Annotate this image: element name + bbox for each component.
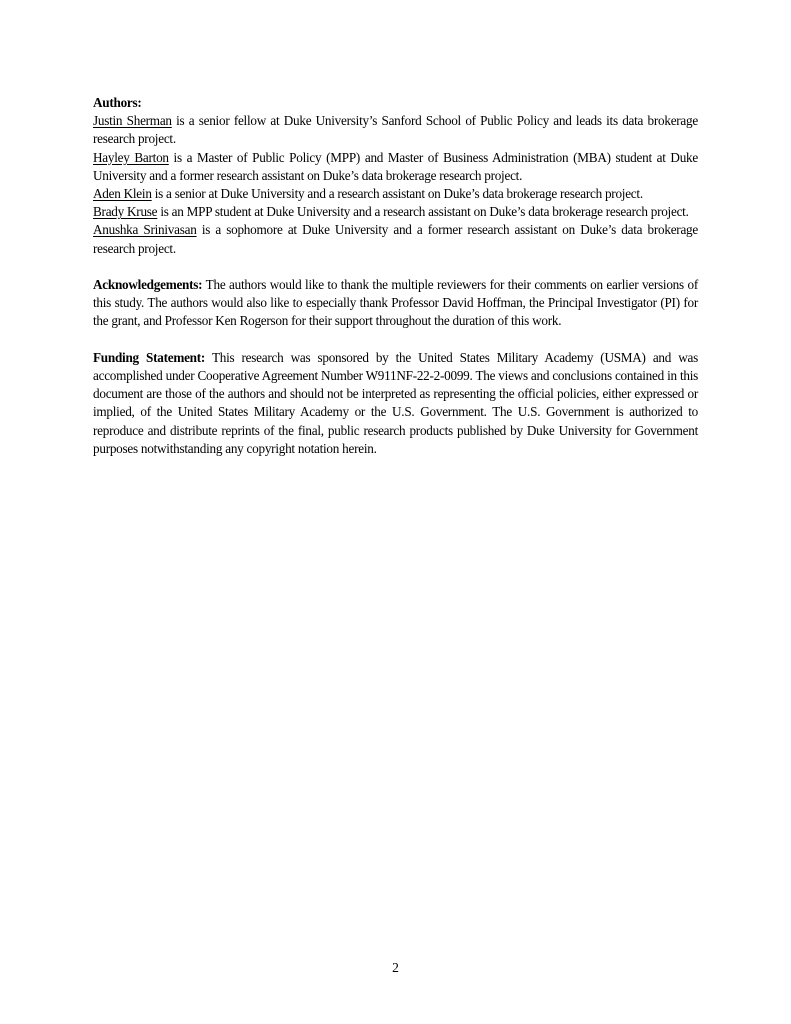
acknowledgements-paragraph [93, 276, 698, 331]
funding-paragraph [93, 349, 698, 458]
author-bio: is a Master of Public Policy (MPP) and Master of Business Administration (MBA) student at Duke University and a former research assistant on Duke’s data brokerage research project. [93, 149, 698, 183]
author-bio: is a sophomore at Duke University and a former research assistant on Duke’s data brokerage research project. [93, 222, 698, 256]
author-entry [93, 185, 698, 203]
authors-heading: Authors: [93, 95, 142, 110]
author-entry [93, 203, 698, 221]
acknowledgements-text: The authors would like to thank the multiple reviewers for their comments on earlier versions of this study. The authors would also like to especially thank Professor David Hoffman, the Principal Investigator (PI) for the grant, and Professor Ken Rogerson for their support throughout the duration of this work. [93, 277, 698, 329]
paragraph-spacer [93, 258, 698, 276]
document-body [93, 94, 698, 458]
acknowledgements-heading: Acknowledgements: [93, 277, 203, 293]
author-name-link[interactable]: Anushka Srinivasan [93, 222, 197, 238]
author-name-link[interactable]: Brady Kruse [93, 204, 158, 220]
author-name-link[interactable]: Hayley Barton [93, 149, 169, 165]
author-bio: is a senior at Duke University and a research assistant on Duke’s data brokerage research project. [151, 186, 643, 202]
author-name-link[interactable]: Justin Sherman [93, 113, 172, 129]
author-name-link[interactable]: Aden Klein [93, 186, 152, 202]
paragraph-spacer [93, 331, 698, 349]
funding-heading: Funding Statement: [93, 349, 206, 365]
funding-text: This research was sponsored by the United States Military Academy (USMA) and was accomplished under Cooperative Agreement Number W911NF-22-2-0099. The views and conclusions contained in this document are those of the authors and should not be interpreted as representing the official policies, either expressed or implied, of the United States Military Academy or the U.S. Government. The U.S. Government is authorized to reproduce and distribute reprints of the final, public research products published by Duke University for Government purposes notwithstanding any copyright notation herein. [93, 349, 698, 456]
page-number: 2 [392, 960, 399, 975]
author-bio: is a senior fellow at Duke University’s Sanford School of Public Policy and leads its data brokerage research project. [93, 113, 698, 147]
author-entry [93, 112, 698, 148]
author-bio: is an MPP student at Duke University and a research assistant on Duke’s data brokerage research project. [157, 204, 689, 220]
author-entry [93, 221, 698, 257]
author-entry [93, 149, 698, 185]
